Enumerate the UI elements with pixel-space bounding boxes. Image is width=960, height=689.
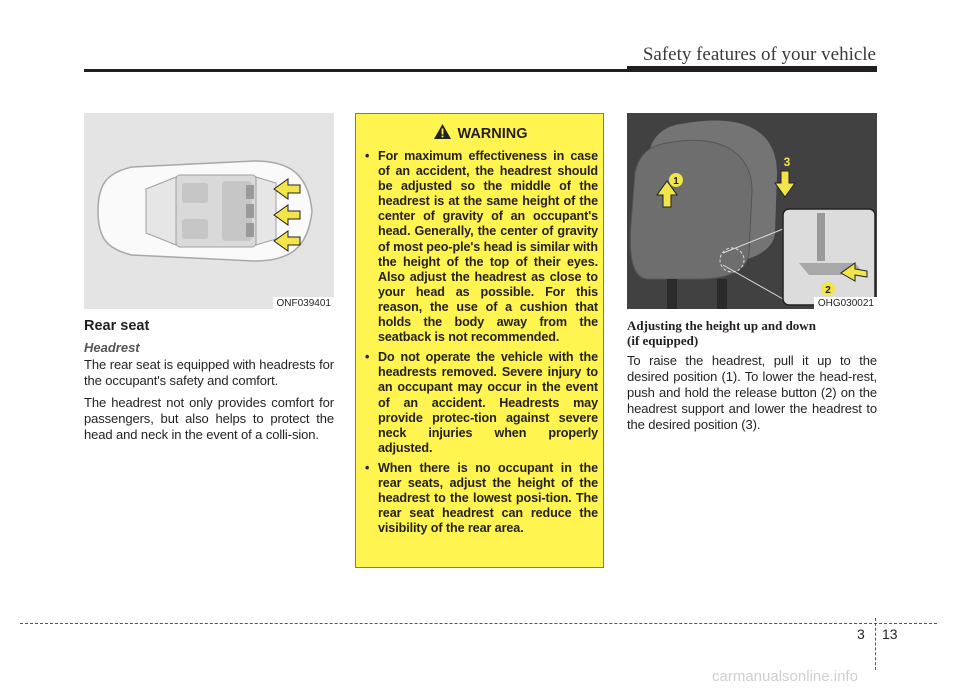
adjust-heading-line1: Adjusting the height up and down: [627, 318, 816, 333]
watermark: carmanualsonline.info: [712, 668, 858, 685]
adjust-heading: [627, 318, 877, 348]
page-header-title: Safety features of your vehicle: [642, 44, 876, 65]
warning-item-text: When there is no occupant in the rear seats, adjust the height of the headrest to the lowest posi-tion. The rear seat headrest can reduce the visibility of the rear area.: [378, 460, 598, 536]
warning-item: [364, 350, 598, 456]
paragraph-2: The headrest not only provides comfort for passengers, but also helps to protect the head and neck in the event of a colli-sion.: [84, 395, 334, 442]
car-top-view-illustration: [84, 113, 334, 309]
warning-list: [364, 149, 598, 536]
bullet: •: [365, 460, 370, 475]
left-column: [84, 318, 334, 449]
warning-triangle-icon: [434, 124, 451, 144]
headrest-figure: [627, 113, 877, 309]
bullet: •: [365, 350, 370, 365]
bullet: •: [365, 149, 370, 163]
warning-item-text: Do not operate the vehicle with the headrests removed. Severe injury to an occupant may occur in the event of an accident. Headrests may provide protec-tion against severe neck injuries when properly adjusted.: [378, 350, 598, 455]
page-number: 13: [882, 626, 898, 642]
warning-box: [355, 113, 604, 568]
warning-item-text: For maximum effectiveness in case of an accident, the headrest should be adjusted so the middle of the headrest is at the same height of the center of gravity of an occupant's head. Generally, the center of gravity of most peo-ple's head is similar with the height of the top of their eyes. Also adjust the headrest as close to your head as possible. For this reason, the use of a cushion that holds the body away from the seatback is not recommended.: [378, 149, 598, 345]
footer-rule: [20, 623, 937, 624]
warning-item: [364, 461, 598, 536]
callout-3: 3: [783, 155, 791, 169]
adjust-paragraph: To raise the headrest, pull it up to the desired position (1). To lower the head-rest, push and hold the release button (2) on the headrest support and lower the headrest to the desired position (3).: [627, 353, 877, 432]
chapter-number: 3: [857, 626, 865, 642]
warning-header: [364, 124, 598, 144]
footer-divider: [875, 618, 876, 670]
car-figure: [84, 113, 334, 309]
warning-title: WARNING: [457, 126, 528, 142]
warning-item: [364, 149, 598, 345]
figure-code-right: OHG030021: [814, 297, 877, 309]
headrest-adjustment-illustration: [627, 113, 877, 309]
paragraph-1: The rear seat is equipped with headrests for the occupant's safety and comfort.: [84, 357, 334, 388]
callout-1: 1: [673, 176, 679, 187]
right-column: [627, 318, 877, 439]
header-rule-accent: [627, 66, 877, 72]
subhead-headrest: Headrest: [84, 340, 140, 355]
figure-code-left: ONF039401: [273, 297, 334, 309]
adjust-heading-line2: (if equipped): [627, 333, 699, 348]
section-title: Rear seat: [84, 318, 150, 334]
callout-2: 2: [825, 285, 831, 296]
